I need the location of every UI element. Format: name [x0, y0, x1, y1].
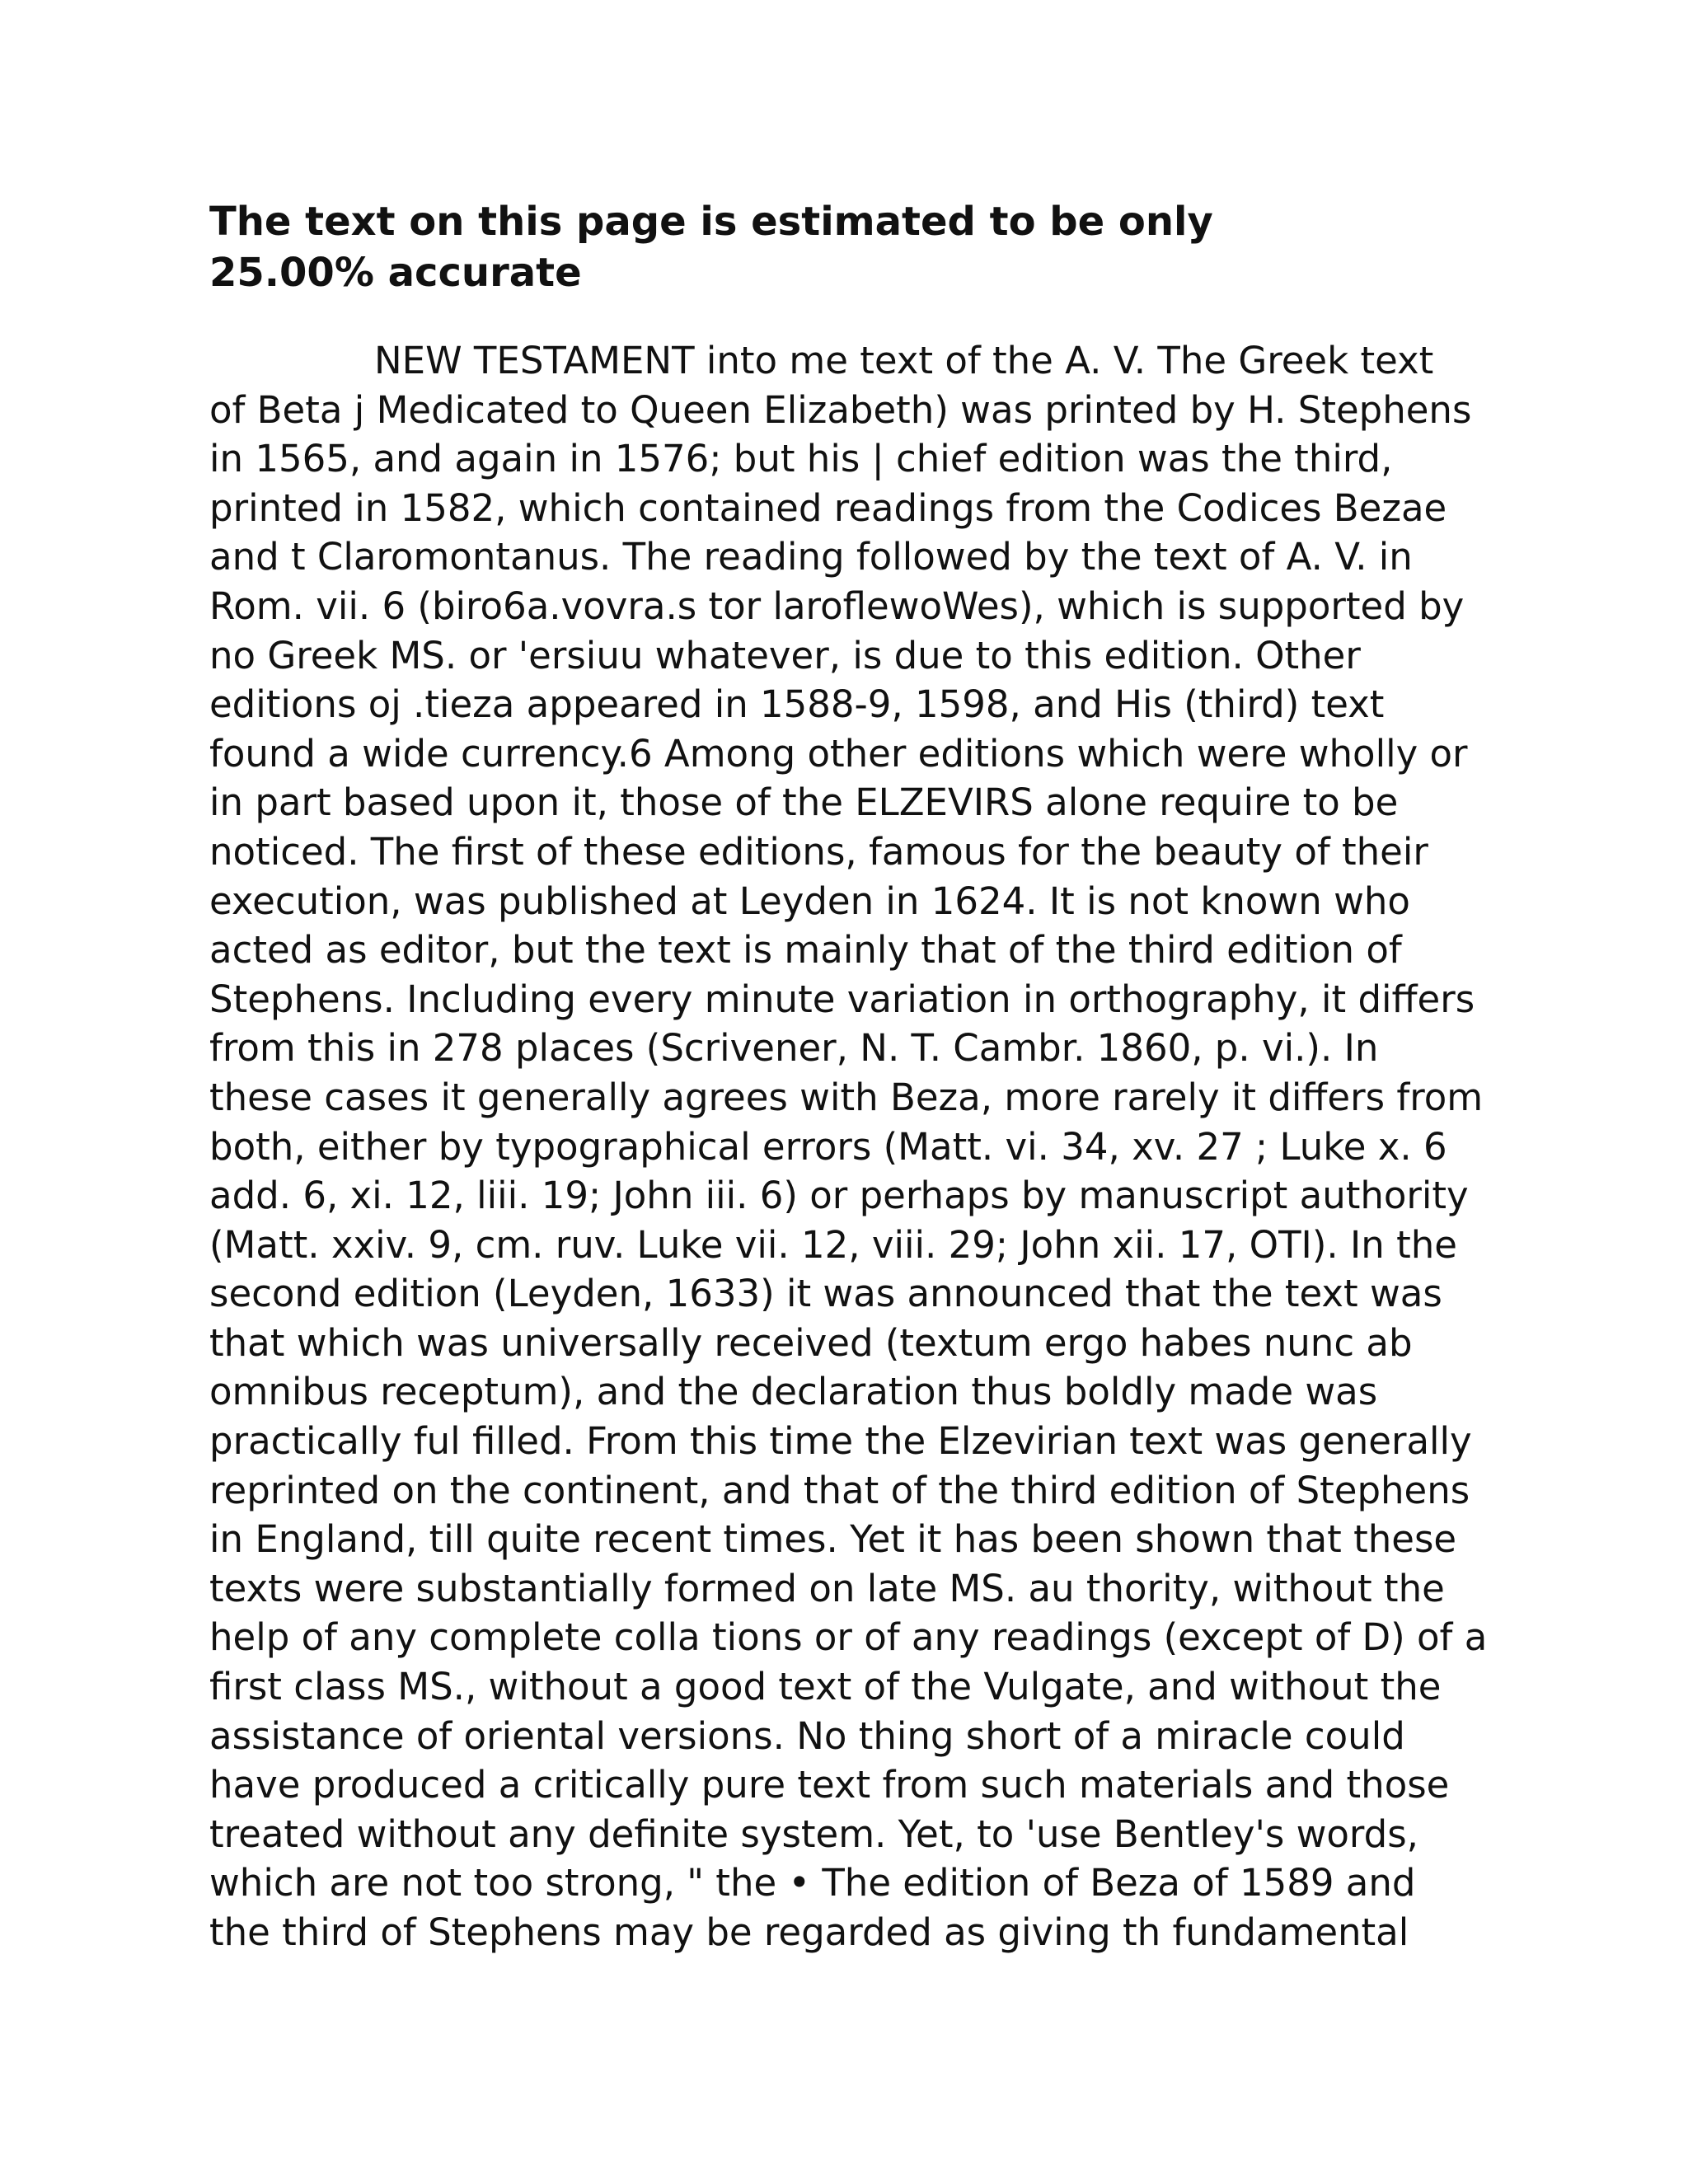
text-line: acted as editor, but the text is mainly that of the third edition of [209, 928, 1402, 972]
text-line: assistance of oriental versions. No thing short of a miracle could [209, 1713, 1405, 1758]
text-line: first class MS., without a good text of the Vulgate, and without the [209, 1665, 1442, 1709]
text-line: and t Claromontanus. The reading followed by the text of A. V. in [209, 535, 1413, 579]
text-line: which are not too strong, " the • The edition of Beza of 1589 and [209, 1861, 1416, 1905]
text-line: reprinted on the continent, and that of the third edition of Stephens [209, 1468, 1470, 1512]
text-line: (Matt. xxiv. 9, cm. ruv. Luke vii. 12, viii. 29; John xii. 17, OTI). In the [209, 1222, 1457, 1267]
text-line: help of any complete colla tions or of any readings (except of D) of a [209, 1615, 1488, 1660]
text-line: both, either by typographical errors (Matt. vi. 34, xv. 27 ; Luke x. 6 [209, 1124, 1447, 1169]
text-line: texts were substantially formed on late MS. au thority, without the [209, 1566, 1445, 1610]
text-line: editions oj .tieza appeared in 1588-9, 1598, and His (third) text [209, 682, 1385, 727]
text-line: that which was universally received (textum ergo habes nunc ab [209, 1320, 1413, 1365]
text-line: omnibus receptum), and the declaration thus boldly made was [209, 1370, 1378, 1414]
text-line: from this in 278 places (Scrivener, N. T. Cambr. 1860, p. vi.). In [209, 1026, 1379, 1071]
text-line: the third of Stephens may be regarded as giving th fundamental [209, 1910, 1409, 1954]
text-line: in part based upon it, those of the ELZEVIRS alone require to be [209, 780, 1399, 825]
text-line: found a wide currency.6 Among other editions which were wholly or [209, 731, 1468, 776]
text-line: practically ful filled. From this time the Elzevirian text was generally [209, 1419, 1472, 1464]
text-line: execution, was published at Leyden in 1624. It is not known who [209, 879, 1410, 923]
text-line: second edition (Leyden, 1633) it was announced that the text was [209, 1272, 1442, 1316]
text-line: Rom. vii. 6 (biro6a.vovra.s tor laroflewoWes), which is supported by [209, 583, 1465, 628]
text-line: these cases it generally agrees with Beza, more rarely it differs from [209, 1075, 1484, 1119]
body-paragraph [209, 336, 1495, 1957]
text-line: treated without any definite system. Yet, to 'use Bentley's words, [209, 1811, 1418, 1856]
text-line: no Greek MS. or 'ersiuu whatever, is due to this edition. Other [209, 633, 1361, 677]
text-line: noticed. The first of these editions, famous for the beauty of their [209, 829, 1428, 874]
text-line: add. 6, xi. 12, liii. 19; John iii. 6) or perhaps by manuscript authority [209, 1174, 1469, 1218]
text-line: NEW TESTAMENT into me text of the A. V. The Greek text [374, 339, 1434, 382]
text-line: Stephens. Including every minute variation in orthography, it differs [209, 977, 1475, 1021]
text-line: in England, till quite recent times. Yet it has been shown that these [209, 1517, 1457, 1562]
text-line: in 1565, and again in 1576; but his | chief edition was the third, [209, 437, 1393, 481]
ocr-accuracy-notice: The text on this page is estimated to be only 25.00% accurate [209, 199, 1213, 296]
text-line: printed in 1582, which contained readings from the Codices Bezae [209, 485, 1447, 530]
document-page [209, 196, 1495, 1957]
text-line: of Beta j Medicated to Queen Elizabeth) was printed by H. Stephens [209, 387, 1472, 432]
text-line: have produced a critically pure text from such materials and those [209, 1763, 1450, 1807]
